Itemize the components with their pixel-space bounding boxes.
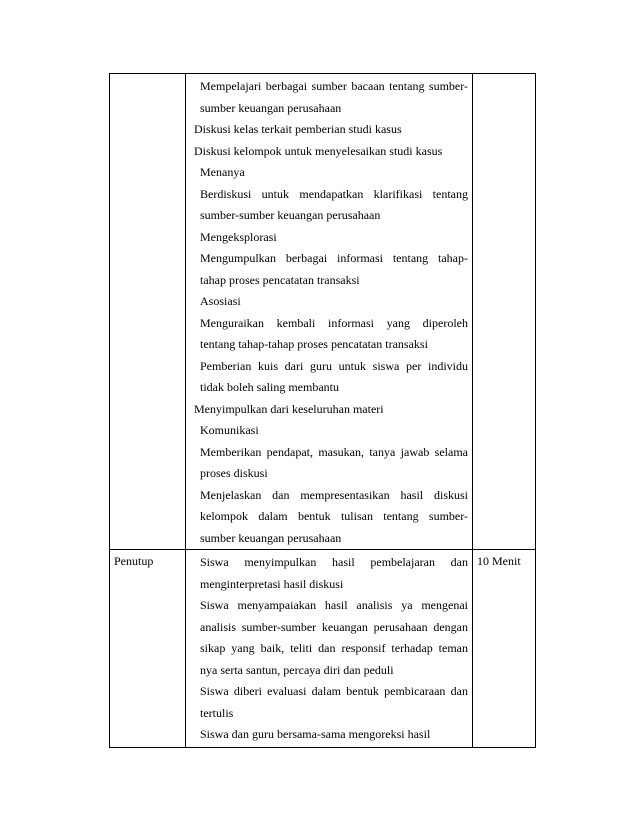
closing-activities-cell (186, 550, 473, 748)
activity-line: sumber keuangan perusahaan (200, 100, 342, 115)
stage-cell-penutup: Penutup (110, 550, 186, 748)
activity-line: tertulis (200, 705, 234, 720)
activity-line: Siswa menyampaiakan hasil analisis ya mengenai (200, 598, 468, 612)
activity-line: Siswa menyimpulkan hasil pembelajaran dan (200, 555, 468, 569)
activity-line: Mengeksplorasi (200, 229, 277, 244)
activity-line: kelompok dalam bentuk tulisan tentang sumber- (200, 509, 468, 523)
activity-line: Siswa dan guru bersama-sama mengoreksi hasil (200, 727, 431, 741)
activity-line: Diskusi kelas terkait pemberian studi kasus (194, 122, 402, 136)
activity-line: tahap proses pencatatan transaksi (200, 272, 360, 287)
activity-line: Memberikan pendapat, masukan, tanya jawab selama (200, 444, 468, 459)
activities-list (186, 74, 472, 549)
activity-line: Siswa diberi evaluasi dalam bentuk pembicaraan dan (200, 684, 468, 698)
activity-line: Pemberian kuis dari guru untuk siswa per individu (200, 358, 468, 373)
activity-line: sumber keuangan perusahaan (200, 530, 342, 545)
closing-activities-list (186, 550, 472, 746)
activity-line: proses diskusi (200, 466, 268, 480)
activity-line: Menjelaskan dan mempresentasikan hasil diskusi (200, 487, 468, 502)
activity-line: sikap yang baik, teliti dan responsif terhadap teman (200, 641, 468, 655)
activity-line: menginterpretasi hasil diskusi (200, 576, 344, 591)
activity-line: Berdiskusi untuk mendapatkan klarifikasi tentang (200, 186, 468, 201)
activity-line: Mempelajari berbagai sumber bacaan tentang sumber- (200, 79, 468, 93)
activity-line: Diskusi kelompok untuk menyelesaikan studi kasus (194, 143, 443, 158)
table-row-activities (110, 74, 536, 550)
activity-line: Menyimpulkan dari keseluruhan materi (194, 401, 384, 416)
activity-line: Menguraikan kembali informasi yang diperoleh (200, 315, 468, 330)
table-row-penutup (110, 550, 536, 748)
activity-line: Komunikasi (200, 423, 259, 437)
lesson-plan-table (109, 73, 536, 748)
activities-cell (186, 74, 473, 550)
activity-line: tidak boleh saling membantu (200, 380, 339, 394)
activity-line: Asosiasi (200, 294, 241, 308)
activity-line: tentang tahap-tahap proses pencatatan transaksi (200, 337, 428, 351)
time-cell (473, 74, 536, 550)
stage-cell (110, 74, 186, 550)
activity-line: Mengumpulkan berbagai informasi tentang tahap- (200, 251, 468, 265)
activity-line: analisis sumber-sumber keuangan perusahaan dengan (200, 619, 468, 634)
time-cell-penutup: 10 Menit (473, 550, 536, 748)
activity-line: nya serta santun, percaya diri dan peduli (200, 662, 394, 677)
activity-line: Menanya (200, 165, 245, 179)
activity-line: sumber-sumber keuangan perusahaan (200, 208, 381, 222)
